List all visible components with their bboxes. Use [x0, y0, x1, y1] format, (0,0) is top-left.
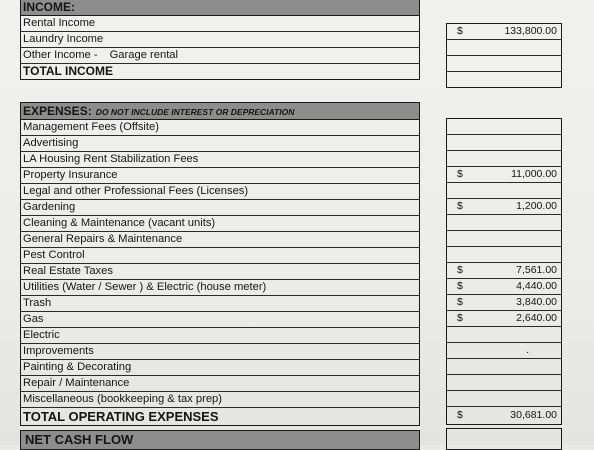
row-label: Other Income -	[23, 49, 98, 61]
row-label: Painting & Decorating	[23, 361, 132, 373]
expense-row	[21, 264, 419, 280]
amount-cell	[447, 40, 561, 56]
expense-row	[21, 376, 419, 392]
amount-cell	[447, 183, 561, 199]
expenses-row-total	[21, 408, 419, 425]
amount-cell	[447, 375, 561, 391]
amount-cell	[447, 327, 561, 343]
other-income-note: Garage rental	[109, 49, 179, 61]
row-label: Legal and other Professional Fees (Licenses)	[23, 185, 249, 197]
amount-cell	[447, 295, 561, 311]
currency-symbol: $	[457, 409, 463, 421]
expense-row	[21, 312, 419, 328]
currency-symbol: $	[457, 312, 463, 324]
expense-row	[21, 280, 419, 296]
expense-row	[21, 328, 419, 344]
expense-row	[21, 136, 419, 152]
amount-cell	[447, 24, 561, 40]
income-header: INCOME:	[21, 0, 419, 16]
expense-row	[21, 216, 419, 232]
currency-symbol: $	[457, 168, 463, 180]
amount-cell	[447, 199, 561, 215]
row-label: TOTAL OPERATING EXPENSES	[23, 409, 219, 424]
currency-symbol: $	[457, 280, 463, 292]
net-cash-flow-amount	[446, 428, 562, 450]
expense-row	[21, 296, 419, 312]
expense-amounts	[446, 118, 562, 425]
amount-value: 3,840.00	[516, 296, 557, 308]
row-label: Miscellaneous (bookkeeping & tax prep)	[23, 393, 222, 405]
row-label: Cleaning & Maintenance (vacant units)	[23, 217, 216, 229]
amount-value: 1,200.00	[516, 200, 557, 212]
row-label: Gardening	[23, 201, 76, 213]
amount-cell	[447, 167, 561, 183]
row-label: Real Estate Taxes	[23, 265, 113, 277]
total-amount-cell	[447, 407, 561, 424]
income-row-total	[21, 64, 419, 79]
amount-cell	[447, 135, 561, 151]
row-label: Trash	[23, 297, 52, 309]
amount-cell	[447, 72, 561, 87]
currency-symbol: $	[457, 264, 463, 276]
income-table	[20, 0, 420, 80]
amount-cell	[447, 231, 561, 247]
amount-value: 2,640.00	[516, 312, 557, 324]
row-label: Pest Control	[23, 249, 85, 261]
expense-row	[21, 168, 419, 184]
expense-row	[21, 232, 419, 248]
row-label: Improvements	[23, 345, 94, 357]
row-label: LA Housing Rent Stabilization Fees	[23, 153, 199, 165]
row-label: Rental Income	[23, 17, 96, 29]
currency-symbol: $	[457, 25, 463, 37]
expenses-note: DO NOT INCLUDE INTEREST OR DEPRECIATION	[95, 107, 295, 117]
amount-cell	[447, 343, 561, 359]
currency-symbol: $	[457, 296, 463, 308]
row-label: General Repairs & Maintenance	[23, 233, 183, 245]
row-label: Property Insurance	[23, 169, 118, 181]
expense-row	[21, 248, 419, 264]
row-label: TOTAL INCOME	[23, 64, 113, 78]
amount-value: 11,000.00	[511, 168, 557, 180]
amount-value: 30,681.00	[510, 409, 557, 421]
row-label: Utilities (Water / Sewer ) & Electric (house meter)	[23, 281, 267, 293]
amount-value: .	[526, 344, 529, 356]
amount-cell	[447, 247, 561, 263]
income-amounts	[446, 23, 562, 88]
row-label: Repair / Maintenance	[23, 377, 130, 389]
expense-row	[21, 152, 419, 168]
amount-value: 133,800.00	[504, 25, 557, 37]
expense-row	[21, 200, 419, 216]
income-row-rental	[21, 16, 419, 32]
amount-cell	[447, 359, 561, 375]
expenses-title: EXPENSES:	[23, 104, 92, 118]
expense-row	[21, 392, 419, 408]
amount-value: 7,561.00	[516, 264, 557, 276]
amount-cell	[447, 263, 561, 279]
amount-cell	[447, 391, 561, 407]
expense-row	[21, 184, 419, 200]
amount-cell	[447, 279, 561, 295]
expense-row	[21, 120, 419, 136]
amount-cell	[447, 215, 561, 231]
income-row-laundry	[21, 32, 419, 48]
row-label: Advertising	[23, 137, 79, 149]
currency-symbol: $	[457, 200, 463, 212]
amount-cell	[447, 151, 561, 167]
amount-cell	[447, 56, 561, 72]
expenses-table	[20, 102, 420, 426]
expense-row	[21, 344, 419, 360]
net-cash-flow-header: NET CASH FLOW	[20, 430, 420, 450]
row-label: Management Fees (Offsite)	[23, 121, 159, 133]
income-row-other	[21, 48, 419, 64]
row-label: Electric	[23, 329, 60, 341]
amount-cell	[447, 119, 561, 135]
amount-value: 4,440.00	[516, 280, 557, 292]
row-label: Laundry Income	[23, 33, 104, 45]
expenses-header	[21, 103, 419, 120]
expense-row	[21, 360, 419, 376]
row-label: Gas	[23, 313, 44, 325]
amount-cell	[447, 311, 561, 327]
